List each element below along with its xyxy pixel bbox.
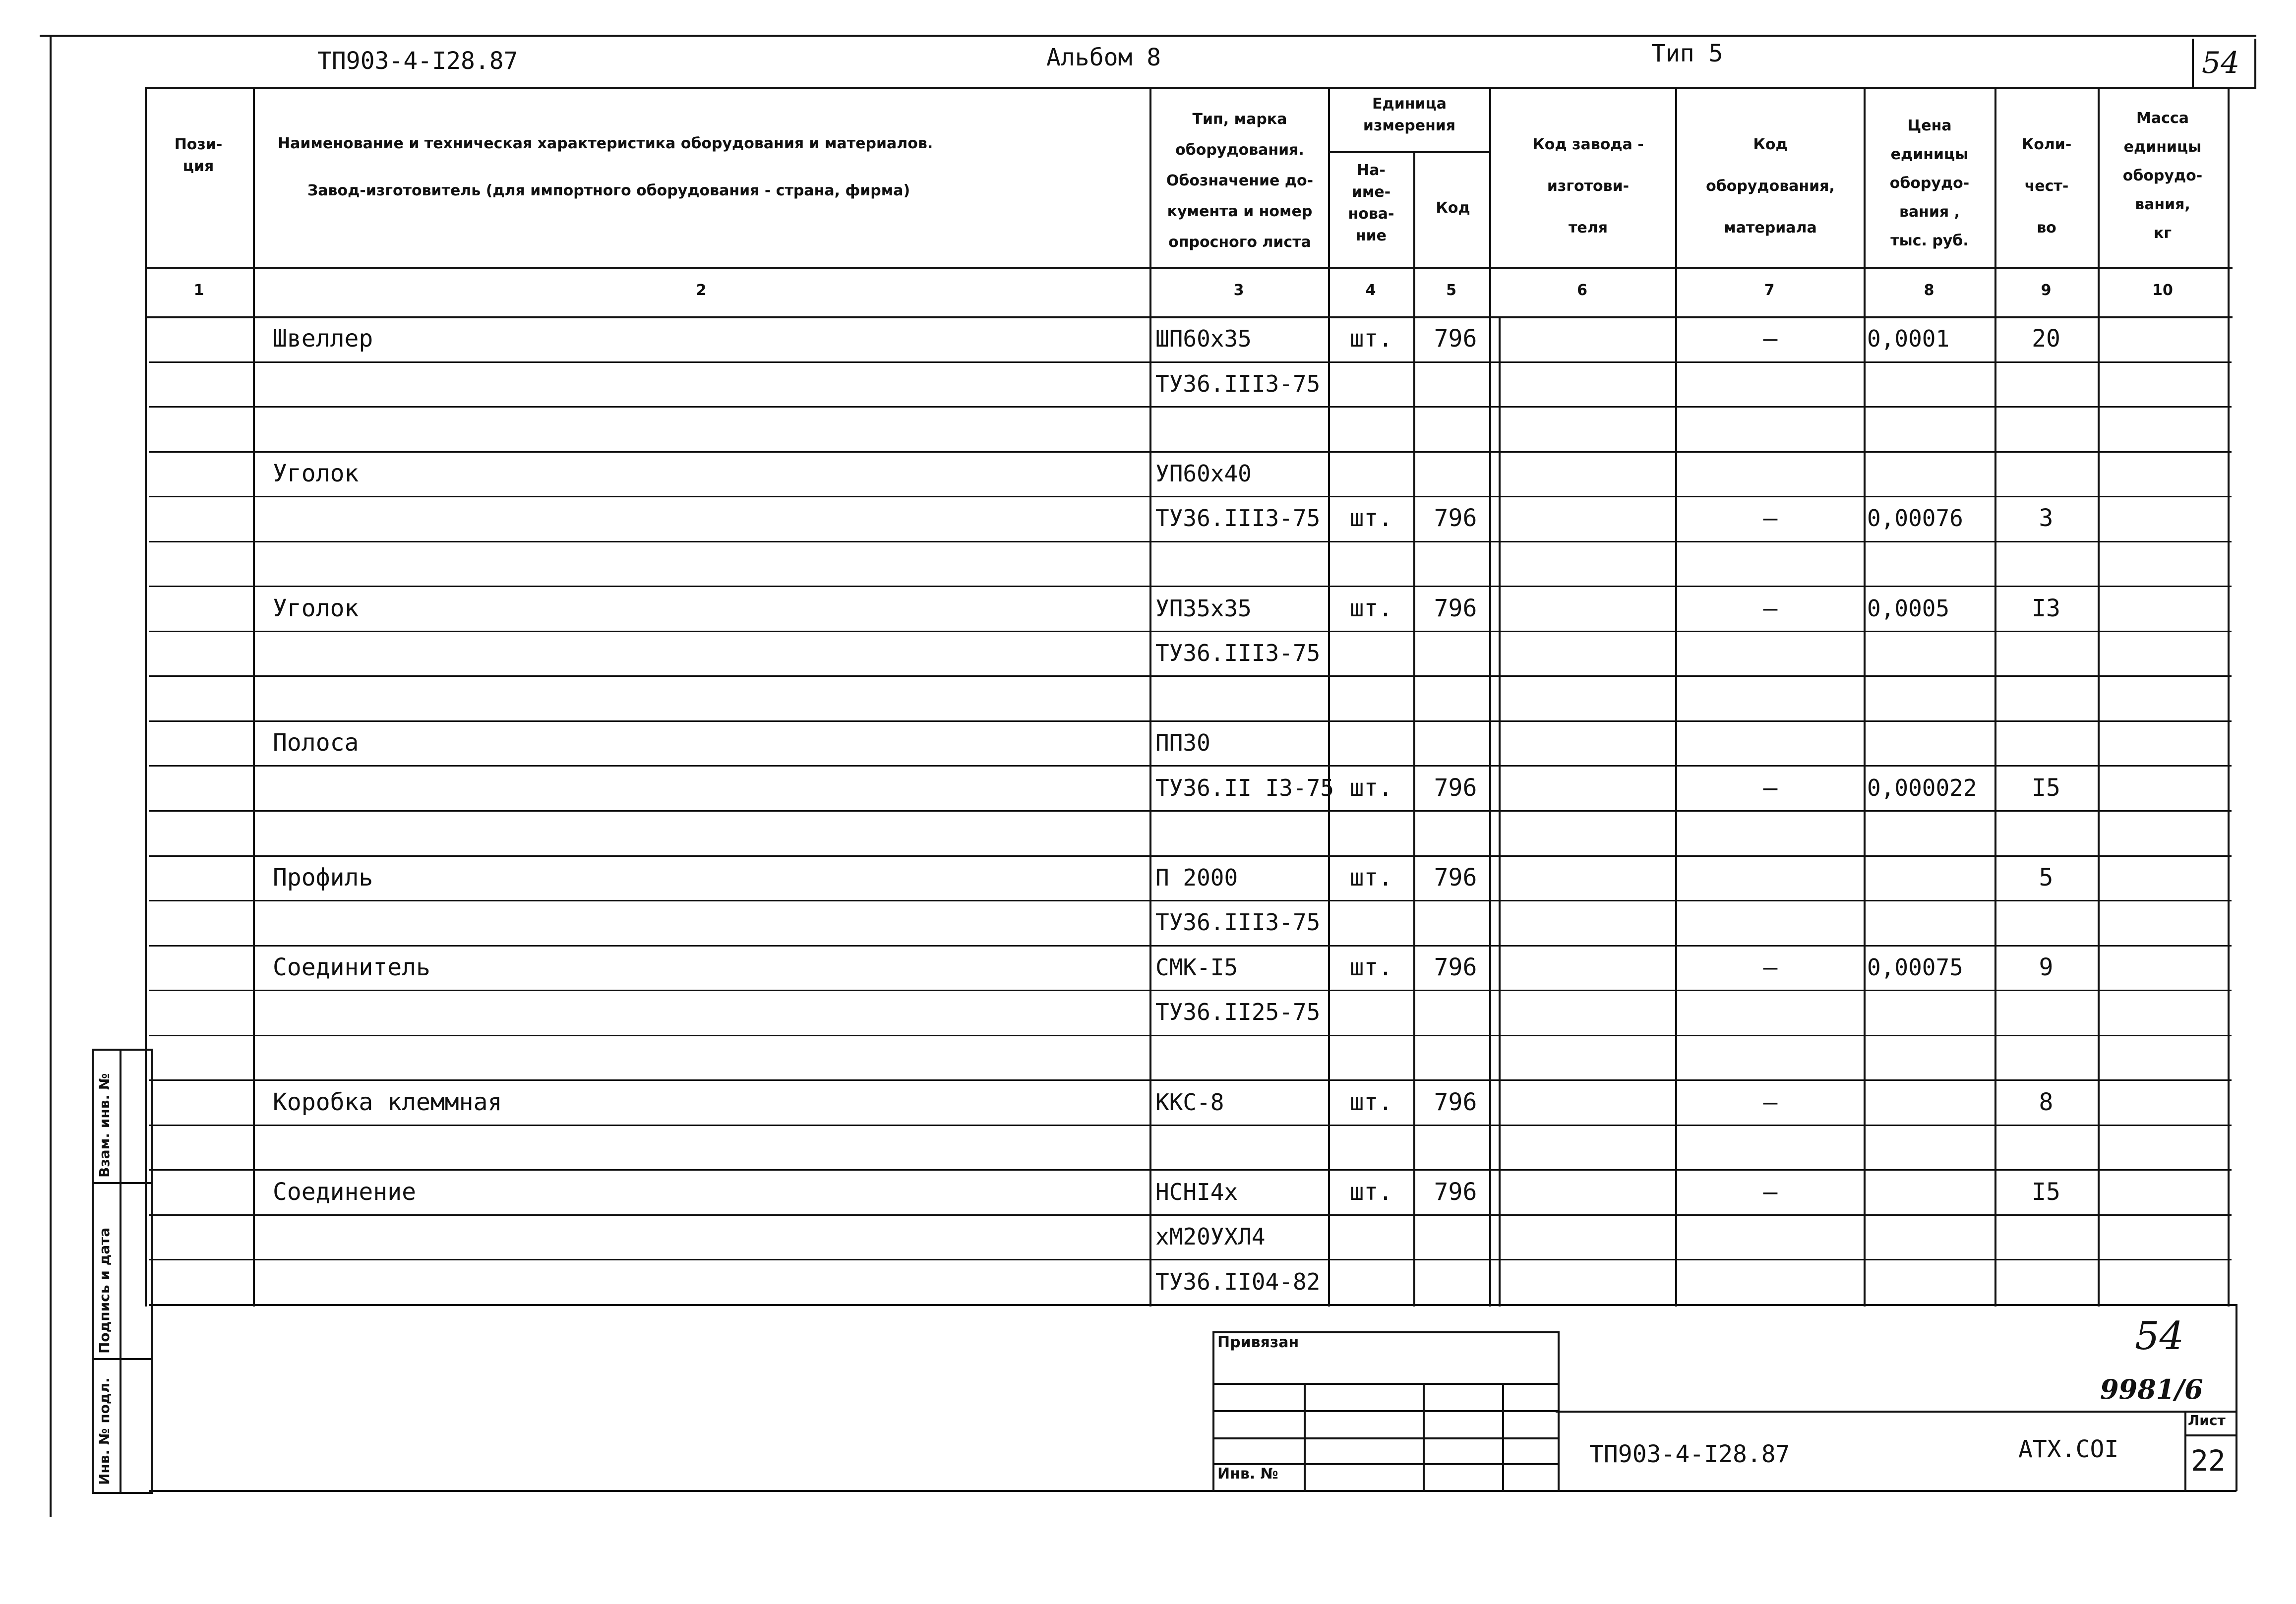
row-divider xyxy=(149,1035,2232,1036)
row-divider xyxy=(149,810,2232,812)
row-divider xyxy=(149,496,2232,497)
row-type-mark: ТУ36.III3-75 xyxy=(1155,640,1321,667)
row-type-mark: ШП60х35 xyxy=(1155,325,1252,353)
row-unit-name: шт. xyxy=(1349,504,1393,533)
row-qty: 8 xyxy=(2039,1088,2054,1116)
column-number: 8 xyxy=(1924,282,1934,299)
row-price: 0,000022 xyxy=(1867,774,1977,801)
row-qty: 20 xyxy=(2032,325,2060,353)
row-unit-code: 796 xyxy=(1434,1178,1477,1206)
side-label-inv-orig: Инв. № подл. xyxy=(96,1377,113,1485)
column-number: 6 xyxy=(1577,282,1587,299)
col-header-mass: Масса единицы оборудо- вания, кг xyxy=(2122,110,2203,242)
row-type-mark: ТУ36.III3-75 xyxy=(1155,909,1321,936)
row-qty: 3 xyxy=(2039,504,2054,533)
album-label: Альбом 8 xyxy=(1046,44,1161,71)
row-qty: I5 xyxy=(2032,1178,2060,1206)
row-divider xyxy=(149,990,2232,991)
row-unit-code: 796 xyxy=(1434,773,1477,802)
doc-code-top: ТП903-4-I28.87 xyxy=(317,47,518,75)
row-divider xyxy=(149,1079,2232,1081)
column-number: 1 xyxy=(193,282,204,299)
row-unit-code: 796 xyxy=(1434,953,1477,981)
row-unit-name: шт. xyxy=(1349,773,1393,802)
row-divider xyxy=(149,586,2232,587)
col-header-position: Пози- ция xyxy=(174,136,223,175)
row-type-mark: ТУ36.III3-75 xyxy=(1155,505,1321,532)
col-header-unit-group: Единица измерения xyxy=(1363,95,1456,134)
row-item-name: Полоса xyxy=(273,729,359,757)
type-label: Тип 5 xyxy=(1651,40,1723,67)
side-label-sign-date: Подпись и дата xyxy=(96,1227,113,1354)
col-header-type-mark: Тип, марка оборудования. Обозначение до- кумента и номер опросного листа xyxy=(1166,111,1314,251)
col-header-price: Цена единицы оборудо- вания , тыс. руб. xyxy=(1889,117,1970,249)
row-divider xyxy=(149,765,2232,767)
row-price: 0,0005 xyxy=(1867,594,1950,622)
row-price: 0,00075 xyxy=(1867,953,1963,981)
row-qty: 5 xyxy=(2039,863,2054,891)
row-unit-code: 796 xyxy=(1434,594,1477,622)
row-item-name: Уголок xyxy=(273,459,359,487)
row-item-name: Соединение xyxy=(273,1178,416,1206)
row-unit-name: шт. xyxy=(1349,325,1393,353)
row-equip-code: – xyxy=(1763,504,1778,533)
row-type-mark: УП35х35 xyxy=(1155,594,1252,622)
row-equip-code: – xyxy=(1763,325,1778,353)
title-block-bottom xyxy=(149,1490,2236,1492)
title-divider xyxy=(1556,1411,2236,1413)
row-unit-code: 796 xyxy=(1434,504,1477,533)
col-header-name-2: Завод-изготовитель (для импортного оборудования - страна, фирма) xyxy=(307,182,910,199)
row-type-mark: ТУ36.III3-75 xyxy=(1155,370,1321,397)
corner-page-number: 54 xyxy=(2202,46,2240,80)
handwritten-ref: 9981/6 xyxy=(2100,1373,2203,1405)
inv-label: Инв. № xyxy=(1217,1465,1278,1483)
column-number: 7 xyxy=(1764,282,1775,299)
row-divider xyxy=(149,675,2232,677)
row-unit-name: шт. xyxy=(1349,1088,1393,1116)
row-item-name: Швеллер xyxy=(273,325,373,353)
footer-sheet-code: АТХ.COI xyxy=(2018,1435,2119,1463)
col-header-name-1: Наименование и техническая характеристика оборудования и материалов. xyxy=(278,135,933,152)
row-divider xyxy=(149,451,2232,453)
row-divider xyxy=(149,631,2232,632)
row-unit-code: 796 xyxy=(1434,325,1477,353)
row-divider xyxy=(149,900,2232,901)
row-equip-code: – xyxy=(1763,953,1778,981)
row-unit-name: шт. xyxy=(1349,594,1393,622)
row-divider xyxy=(149,720,2232,722)
sheet-number: 22 xyxy=(2191,1444,2226,1478)
row-equip-code: – xyxy=(1763,1178,1778,1206)
row-divider xyxy=(149,361,2232,363)
row-divider xyxy=(149,1259,2232,1260)
row-qty: 9 xyxy=(2039,953,2054,981)
row-item-name: Соединитель xyxy=(273,953,430,981)
row-type-mark: ТУ36.II I3-75 xyxy=(1155,774,1334,801)
row-divider xyxy=(149,855,2232,857)
row-type-mark: СМК-I5 xyxy=(1155,953,1238,981)
column-number: 5 xyxy=(1446,282,1456,299)
row-type-mark: УП60х40 xyxy=(1155,460,1252,487)
row-unit-name: шт. xyxy=(1349,953,1393,981)
row-price: 0,0001 xyxy=(1867,325,1950,353)
row-type-mark: ТУ36.II04-82 xyxy=(1155,1268,1321,1295)
column-number: 9 xyxy=(2041,282,2052,299)
row-type-mark: П 2000 xyxy=(1155,864,1238,891)
side-label-vzam: Взам. инв. № xyxy=(96,1073,113,1178)
row-unit-code: 796 xyxy=(1434,863,1477,891)
row-qty: I3 xyxy=(2032,594,2060,622)
column-number: 4 xyxy=(1365,282,1376,299)
row-item-name: Уголок xyxy=(273,594,359,622)
row-equip-code: – xyxy=(1763,1088,1778,1116)
handwritten-page: 54 xyxy=(2135,1314,2184,1359)
row-divider xyxy=(149,1214,2232,1216)
row-divider xyxy=(149,406,2232,408)
col-header-plant-code: Код завода - изготови- теля xyxy=(1532,136,1644,237)
row-unit-name: шт. xyxy=(1349,863,1393,891)
row-item-name: Профиль xyxy=(273,863,373,891)
col-header-equip-code: Код оборудования, материала xyxy=(1706,136,1835,237)
column-number: 3 xyxy=(1233,282,1244,299)
col-header-qty: Коли- чест- во xyxy=(2021,136,2072,237)
row-type-mark: ТУ36.II25-75 xyxy=(1155,999,1321,1026)
row-equip-code: – xyxy=(1763,594,1778,622)
row-divider xyxy=(149,541,2232,542)
row-type-mark: ПП30 xyxy=(1155,729,1210,757)
bound-label: Привязан xyxy=(1217,1334,1299,1351)
row-qty: I5 xyxy=(2032,773,2060,802)
row-divider xyxy=(149,1169,2232,1171)
sheet-label: Лист xyxy=(2188,1412,2226,1428)
col-header-unit-name: На- име- нова- ние xyxy=(1348,162,1394,244)
row-type-mark: ККС-8 xyxy=(1155,1088,1224,1116)
row-equip-code: – xyxy=(1763,773,1778,802)
row-divider xyxy=(149,945,2232,947)
row-divider xyxy=(149,1125,2232,1126)
column-number: 10 xyxy=(2152,282,2173,299)
row-item-name: Коробка клеммная xyxy=(273,1088,502,1116)
column-number: 2 xyxy=(696,282,707,299)
col-header-unit-code: Код xyxy=(1436,199,1470,217)
row-price: 0,00076 xyxy=(1867,505,1963,532)
row-type-mark: хМ20УХЛ4 xyxy=(1155,1223,1266,1250)
row-unit-code: 796 xyxy=(1434,1088,1477,1116)
row-unit-name: шт. xyxy=(1349,1178,1393,1206)
footer-doc-code: ТП903-4-I28.87 xyxy=(1589,1440,1790,1468)
row-type-mark: НСНI4х xyxy=(1155,1178,1238,1205)
